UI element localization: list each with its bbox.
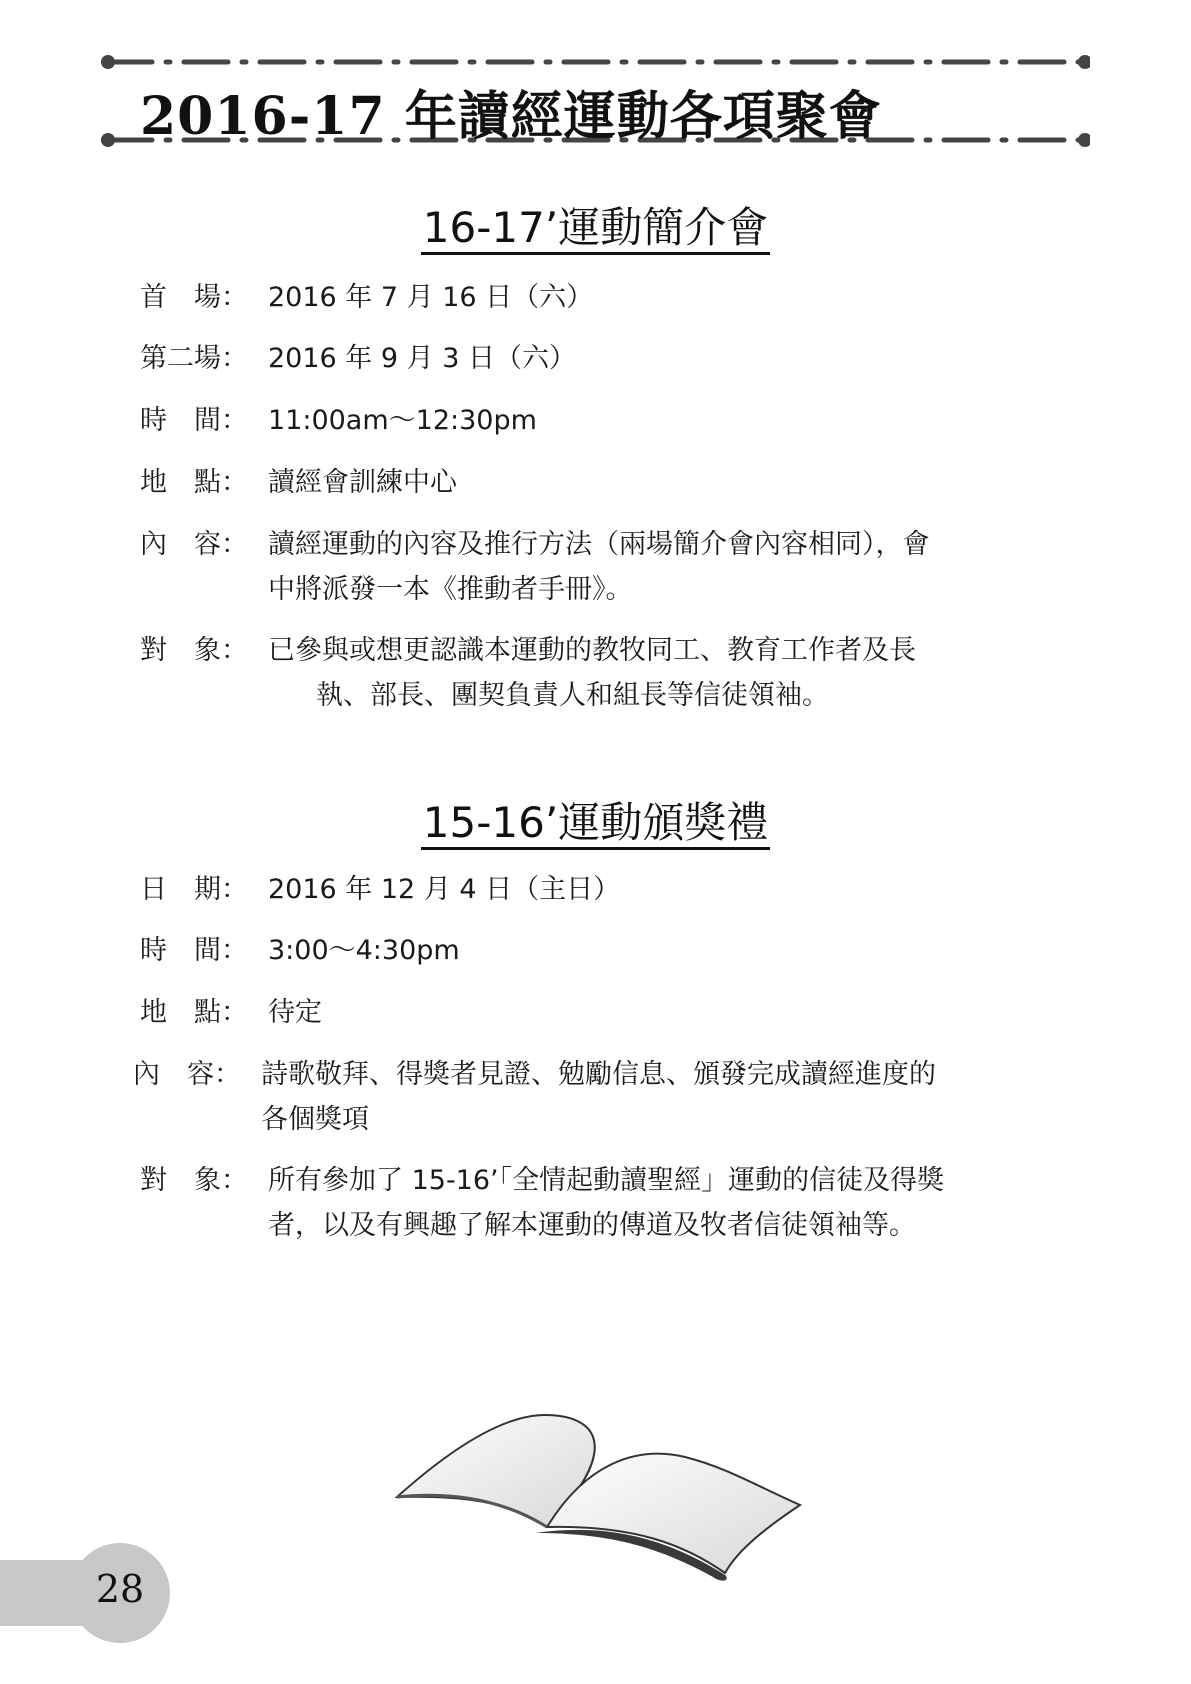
row-value: 讀經會訓練中心	[268, 467, 457, 498]
row-label: 首 場：	[140, 282, 248, 313]
info-row-audience-continued: 執、部長、團契負責人和組長等信徒領袖。	[316, 680, 829, 711]
row-value: 3:00～4:30pm	[268, 935, 460, 966]
row-label: 內 容：	[140, 529, 248, 560]
info-row-venue	[140, 459, 457, 507]
row-value: 2016 年 12 月 4 日（主日）	[268, 874, 621, 905]
info-row-time	[140, 927, 460, 975]
info-row-second-session	[140, 335, 576, 383]
section-heading-award-ceremony-text: 15-16’運動頒獎禮	[421, 798, 770, 850]
page-number-tab	[0, 1543, 170, 1643]
info-row-content-continued: 中將派發一本《推動者手冊》。	[268, 574, 633, 605]
row-value: 讀經運動的內容及推行方法（兩場簡介會內容相同），會	[268, 529, 930, 560]
page-title: 2016-17 年讀經運動各項聚會	[140, 86, 882, 147]
row-value: 已參與或想更認識本運動的教牧同工、教育工作者及長	[268, 635, 916, 666]
open-book-illustration	[395, 1405, 815, 1589]
info-row-first-session	[140, 274, 593, 322]
row-label: 日 期：	[140, 874, 248, 905]
row-label: 對 象：	[140, 635, 248, 666]
info-row-content	[140, 521, 930, 569]
row-label: 時 間：	[140, 405, 248, 436]
row-value: 所有參加了 15-16’「全情起動讀聖經」運動的信徒及得獎	[268, 1165, 945, 1196]
info-row-content-continued: 各個獎項	[261, 1104, 369, 1135]
open-book-icon	[395, 1405, 815, 1585]
title-banner	[100, 52, 1090, 162]
section-heading-briefing	[0, 195, 1191, 255]
row-label: 對 象：	[140, 1165, 248, 1196]
section-heading-award-ceremony	[0, 790, 1191, 850]
row-value: 11:00am～12:30pm	[268, 405, 537, 436]
info-row-audience-continued: 者，以及有興趣了解本運動的傳道及牧者信徒領袖等。	[268, 1210, 916, 1241]
row-label: 內 容：	[133, 1059, 241, 1090]
info-row-time	[140, 397, 537, 445]
info-row-audience	[140, 627, 916, 675]
row-value: 2016 年 9 月 3 日（六）	[268, 343, 576, 374]
row-label: 時 間：	[140, 935, 248, 966]
info-row-content	[133, 1051, 936, 1099]
row-label: 地 點：	[140, 997, 248, 1028]
row-label: 地 點：	[140, 467, 248, 498]
row-value: 詩歌敬拜、得獎者見證、勉勵信息、頒發完成讀經進度的	[261, 1059, 936, 1090]
info-row-audience	[140, 1157, 944, 1205]
row-label: 第二場：	[140, 343, 248, 374]
row-value: 待定	[268, 997, 322, 1028]
page-number: 28	[95, 1567, 145, 1611]
row-value: 2016 年 7 月 16 日（六）	[268, 282, 594, 313]
section-heading-briefing-text: 16-17’運動簡介會	[421, 203, 770, 255]
info-row-date	[140, 866, 620, 914]
info-row-venue	[140, 989, 322, 1037]
